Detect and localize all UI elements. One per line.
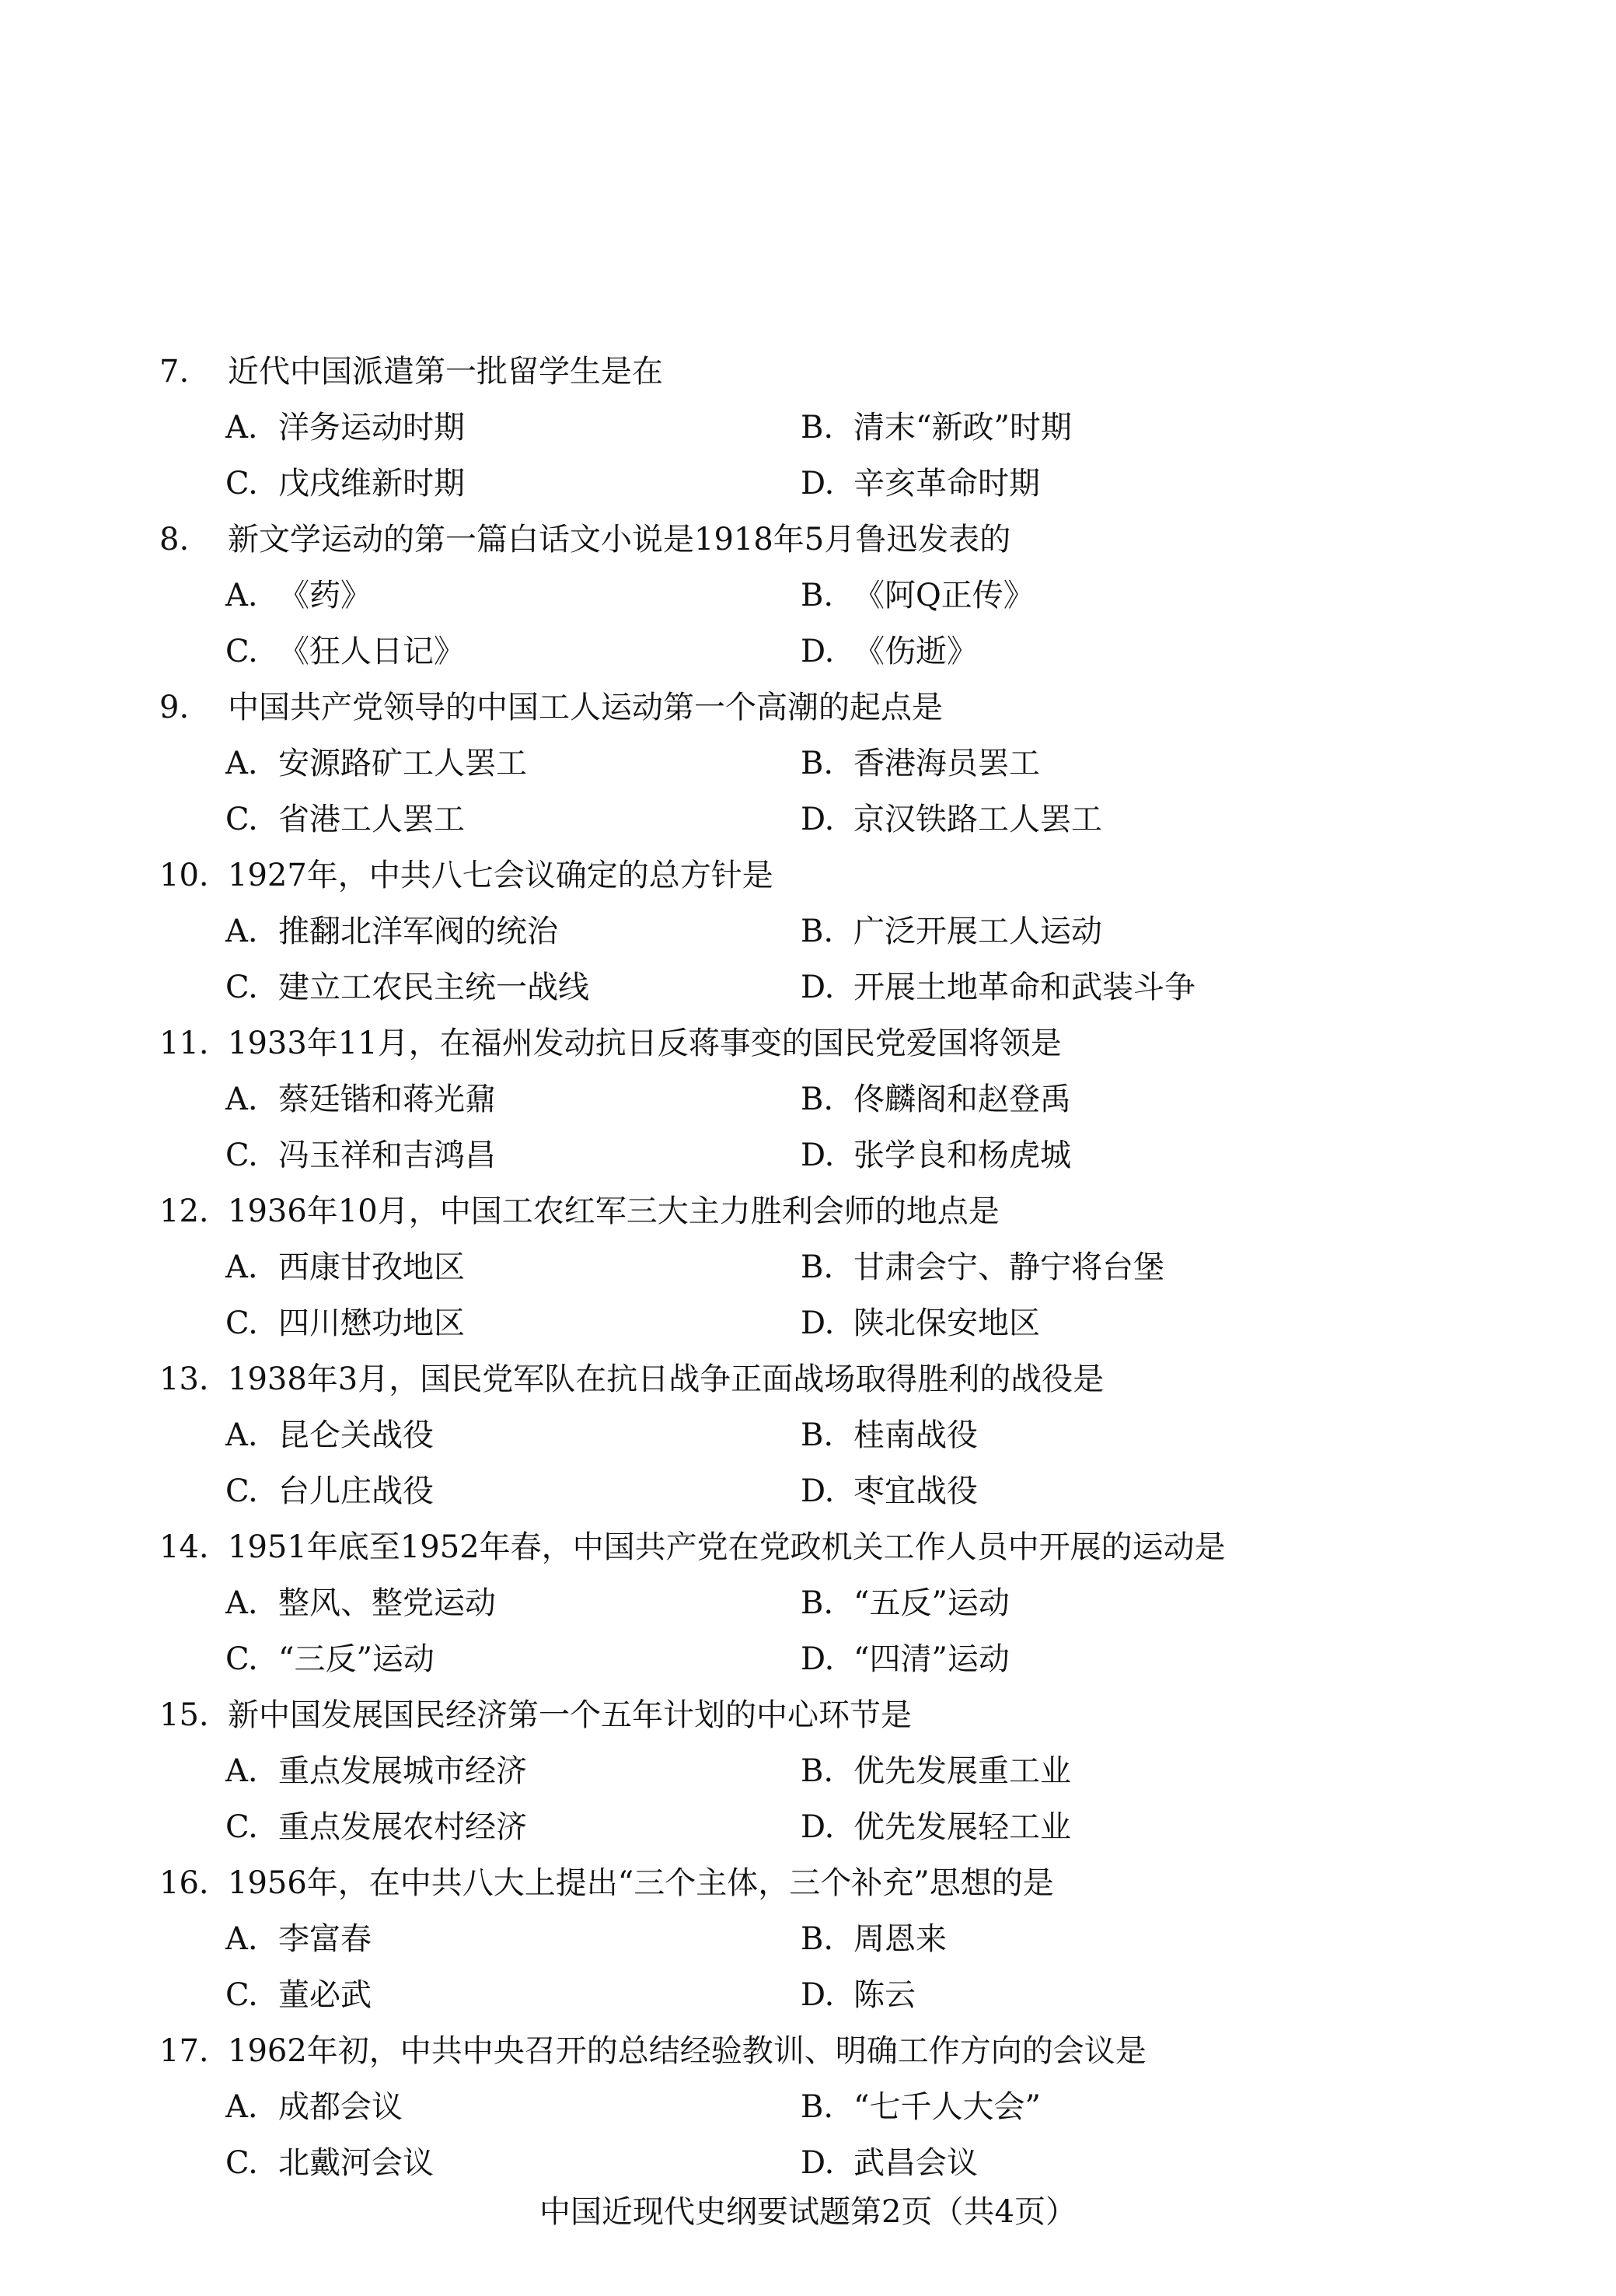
question-stem [159, 684, 943, 731]
option-text: 《狂人日记》 [278, 634, 465, 669]
option-letter: C. [225, 1138, 258, 1173]
question-text: 1927年，中共八七会议确定的总方针是 [228, 858, 773, 893]
option-letter: B. [801, 1417, 834, 1453]
option-a [225, 908, 558, 955]
option-text: 重点发展农村经济 [278, 1809, 527, 1845]
option-a [225, 404, 465, 451]
question-text: 1936年10月，中国工农红军三大主力胜利会师的地点是 [228, 1193, 1000, 1229]
question-number: 8. [159, 522, 190, 557]
option-text: 戊戌维新时期 [278, 466, 465, 501]
option-text: 安源路矿工人罢工 [278, 746, 527, 781]
question-number: 7. [159, 354, 190, 390]
question-stem [159, 1524, 1226, 1571]
option-letter: B. [801, 914, 834, 949]
option-text: 西康甘孜地区 [278, 1249, 465, 1285]
option-letter: C. [225, 1641, 258, 1677]
option-text: 周恩来 [853, 1921, 947, 1957]
option-text: 整风、整党运动 [278, 1585, 496, 1621]
option-a [225, 1916, 372, 1962]
option-letter: D. [801, 634, 835, 669]
option-letter: D. [801, 1138, 835, 1173]
option-d [801, 1132, 1071, 1179]
question-number: 14. [159, 1529, 209, 1565]
option-letter: B. [801, 578, 834, 613]
option-text: 董必武 [278, 1977, 372, 2013]
option-b [801, 404, 1072, 451]
option-a [225, 572, 372, 619]
option-text: 桂南战役 [853, 1417, 978, 1453]
question-text: 1962年初，中共中央召开的总结经验教训、明确工作方向的会议是 [228, 2033, 1147, 2069]
option-d [801, 964, 1195, 1011]
option-c [225, 796, 465, 843]
question-number: 13. [159, 1361, 209, 1397]
option-d [801, 1804, 1071, 1850]
option-text: 李富春 [278, 1921, 372, 1957]
option-text: 开展土地革命和武装斗争 [853, 970, 1195, 1005]
option-letter: B. [801, 1082, 834, 1117]
option-b [801, 572, 1035, 619]
option-a [225, 1748, 527, 1795]
option-text: 北戴河会议 [278, 2145, 434, 2181]
option-text: “四清”运动 [853, 1641, 1010, 1677]
option-text: 台儿庄战役 [278, 1473, 434, 1509]
option-text: 广泛开展工人运动 [853, 914, 1102, 949]
option-letter: A. [225, 1585, 258, 1621]
page-footer: 中国近现代史纲要试题第2页（共4页） [539, 2194, 1077, 2230]
question-text: 1951年底至1952年春，中国共产党在党政机关工作人员中开展的运动是 [228, 1529, 1226, 1565]
option-letter: A. [225, 1082, 258, 1117]
option-letter: B. [801, 2089, 834, 2125]
option-letter: C. [225, 1305, 258, 1341]
option-letter: A. [225, 746, 258, 781]
option-text: 武昌会议 [853, 2145, 978, 2181]
option-a [225, 1244, 465, 1291]
question-number: 17. [159, 2033, 209, 2069]
option-a [225, 2084, 403, 2130]
option-d [801, 796, 1102, 843]
option-b [801, 1580, 1010, 1627]
option-c [225, 1468, 434, 1515]
option-letter: D. [801, 1809, 835, 1845]
option-c [225, 1132, 496, 1179]
option-letter: A. [225, 410, 258, 446]
option-text: “五反”运动 [853, 1585, 1010, 1621]
option-letter: B. [801, 746, 834, 781]
option-text: 辛亥革命时期 [853, 466, 1040, 501]
question-text: 新中国发展国民经济第一个五年计划的中心环节是 [228, 1697, 912, 1733]
option-letter: C. [225, 2145, 258, 2181]
option-text: “三反”运动 [278, 1641, 435, 1677]
option-text: 《伤逝》 [853, 634, 978, 669]
option-text: 《阿Q正传》 [853, 578, 1035, 613]
option-text: 陈云 [853, 1977, 916, 2013]
question-stem [159, 2028, 1147, 2074]
option-text: 佟麟阁和赵登禹 [853, 1082, 1071, 1117]
option-text: 省港工人罢工 [278, 802, 465, 837]
question-stem [159, 1356, 1104, 1403]
option-text: 昆仑关战役 [278, 1417, 434, 1453]
option-text: 洋务运动时期 [278, 410, 465, 446]
question-stem [159, 852, 773, 899]
option-letter: A. [225, 2089, 258, 2125]
option-a [225, 1076, 496, 1123]
question-text: 中国共产党领导的中国工人运动第一个高潮的起点是 [228, 690, 943, 725]
option-text: 枣宜战役 [853, 1473, 978, 1509]
option-letter: B. [801, 410, 834, 446]
option-b [801, 2084, 1041, 2130]
option-text: 陕北保安地区 [853, 1305, 1040, 1341]
option-c [225, 1636, 435, 1683]
option-letter: C. [225, 1977, 258, 2013]
option-letter: B. [801, 1249, 834, 1285]
option-letter: A. [225, 1921, 258, 1957]
question-number: 10. [159, 858, 209, 893]
option-text: 京汉铁路工人罢工 [853, 802, 1102, 837]
option-letter: D. [801, 2145, 835, 2181]
option-letter: D. [801, 1641, 835, 1677]
option-b [801, 1748, 1071, 1795]
option-text: 成都会议 [278, 2089, 403, 2125]
option-text: 建立工农民主统一战线 [278, 970, 589, 1005]
option-d [801, 1636, 1010, 1683]
option-c [225, 1972, 372, 2018]
option-letter: B. [801, 1753, 834, 1789]
option-text: 重点发展城市经济 [278, 1753, 527, 1789]
question-stem [159, 1860, 1054, 1906]
option-c [225, 1804, 527, 1850]
option-d [801, 1468, 978, 1515]
option-c [225, 1300, 465, 1347]
option-c [225, 964, 589, 1011]
question-number: 12. [159, 1193, 209, 1229]
option-b [801, 908, 1102, 955]
option-letter: C. [225, 1809, 258, 1845]
option-letter: C. [225, 634, 258, 669]
option-letter: C. [225, 802, 258, 837]
option-text: “七千人大会” [853, 2089, 1041, 2125]
option-c [225, 2140, 434, 2186]
option-text: 清末“新政”时期 [853, 410, 1072, 446]
option-text: 甘肃会宁、静宁将台堡 [853, 1249, 1164, 1285]
option-b [801, 1076, 1071, 1123]
option-text: 香港海员罢工 [853, 746, 1040, 781]
option-c [225, 628, 465, 675]
option-letter: A. [225, 914, 258, 949]
option-d [801, 2140, 978, 2186]
question-text: 1933年11月，在福州发动抗日反蒋事变的国民党爱国将领是 [228, 1026, 1062, 1061]
option-b [801, 1412, 978, 1459]
option-letter: A. [225, 1249, 258, 1285]
question-text: 近代中国派遣第一批留学生是在 [228, 354, 663, 390]
option-a [225, 1580, 496, 1627]
question-stem [159, 516, 1010, 563]
option-text: 优先发展重工业 [853, 1753, 1071, 1789]
option-text: 冯玉祥和吉鸿昌 [278, 1138, 496, 1173]
option-b [801, 1244, 1164, 1291]
option-text: 张学良和杨虎城 [853, 1138, 1071, 1173]
option-c [225, 460, 465, 507]
option-letter: C. [225, 466, 258, 501]
option-letter: C. [225, 970, 258, 1005]
question-text: 新文学运动的第一篇白话文小说是1918年5月鲁迅发表的 [228, 522, 1011, 557]
option-d [801, 1972, 916, 2018]
option-letter: D. [801, 1305, 835, 1341]
option-d [801, 628, 978, 675]
option-a [225, 1412, 434, 1459]
option-letter: D. [801, 466, 835, 501]
option-letter: D. [801, 970, 835, 1005]
option-d [801, 1300, 1040, 1347]
option-letter: A. [225, 578, 258, 613]
option-text: 四川懋功地区 [278, 1305, 465, 1341]
option-b [801, 740, 1040, 787]
option-letter: D. [801, 1473, 835, 1509]
option-letter: D. [801, 1977, 835, 2013]
option-text: 优先发展轻工业 [853, 1809, 1071, 1845]
option-letter: D. [801, 802, 835, 837]
question-stem [159, 1692, 912, 1739]
option-a [225, 740, 527, 787]
question-number: 9. [159, 690, 190, 725]
question-number: 16. [159, 1865, 209, 1901]
option-text: 蔡廷锴和蒋光鼐 [278, 1082, 496, 1117]
question-stem [159, 1188, 1000, 1235]
option-letter: A. [225, 1753, 258, 1789]
question-stem [159, 348, 663, 395]
option-d [801, 460, 1040, 507]
question-number: 11. [159, 1026, 209, 1061]
option-letter: A. [225, 1417, 258, 1453]
option-b [801, 1916, 947, 1962]
question-stem [159, 1020, 1062, 1067]
option-letter: B. [801, 1921, 834, 1957]
option-letter: B. [801, 1585, 834, 1621]
option-text: 推翻北洋军阀的统治 [278, 914, 558, 949]
question-number: 15. [159, 1697, 209, 1733]
question-text: 1956年，在中共八大上提出“三个主体，三个补充”思想的是 [228, 1865, 1054, 1901]
option-text: 《药》 [278, 578, 372, 613]
option-letter: C. [225, 1473, 258, 1509]
question-text: 1938年3月，国民党军队在抗日战争正面战场取得胜利的战役是 [228, 1361, 1105, 1397]
